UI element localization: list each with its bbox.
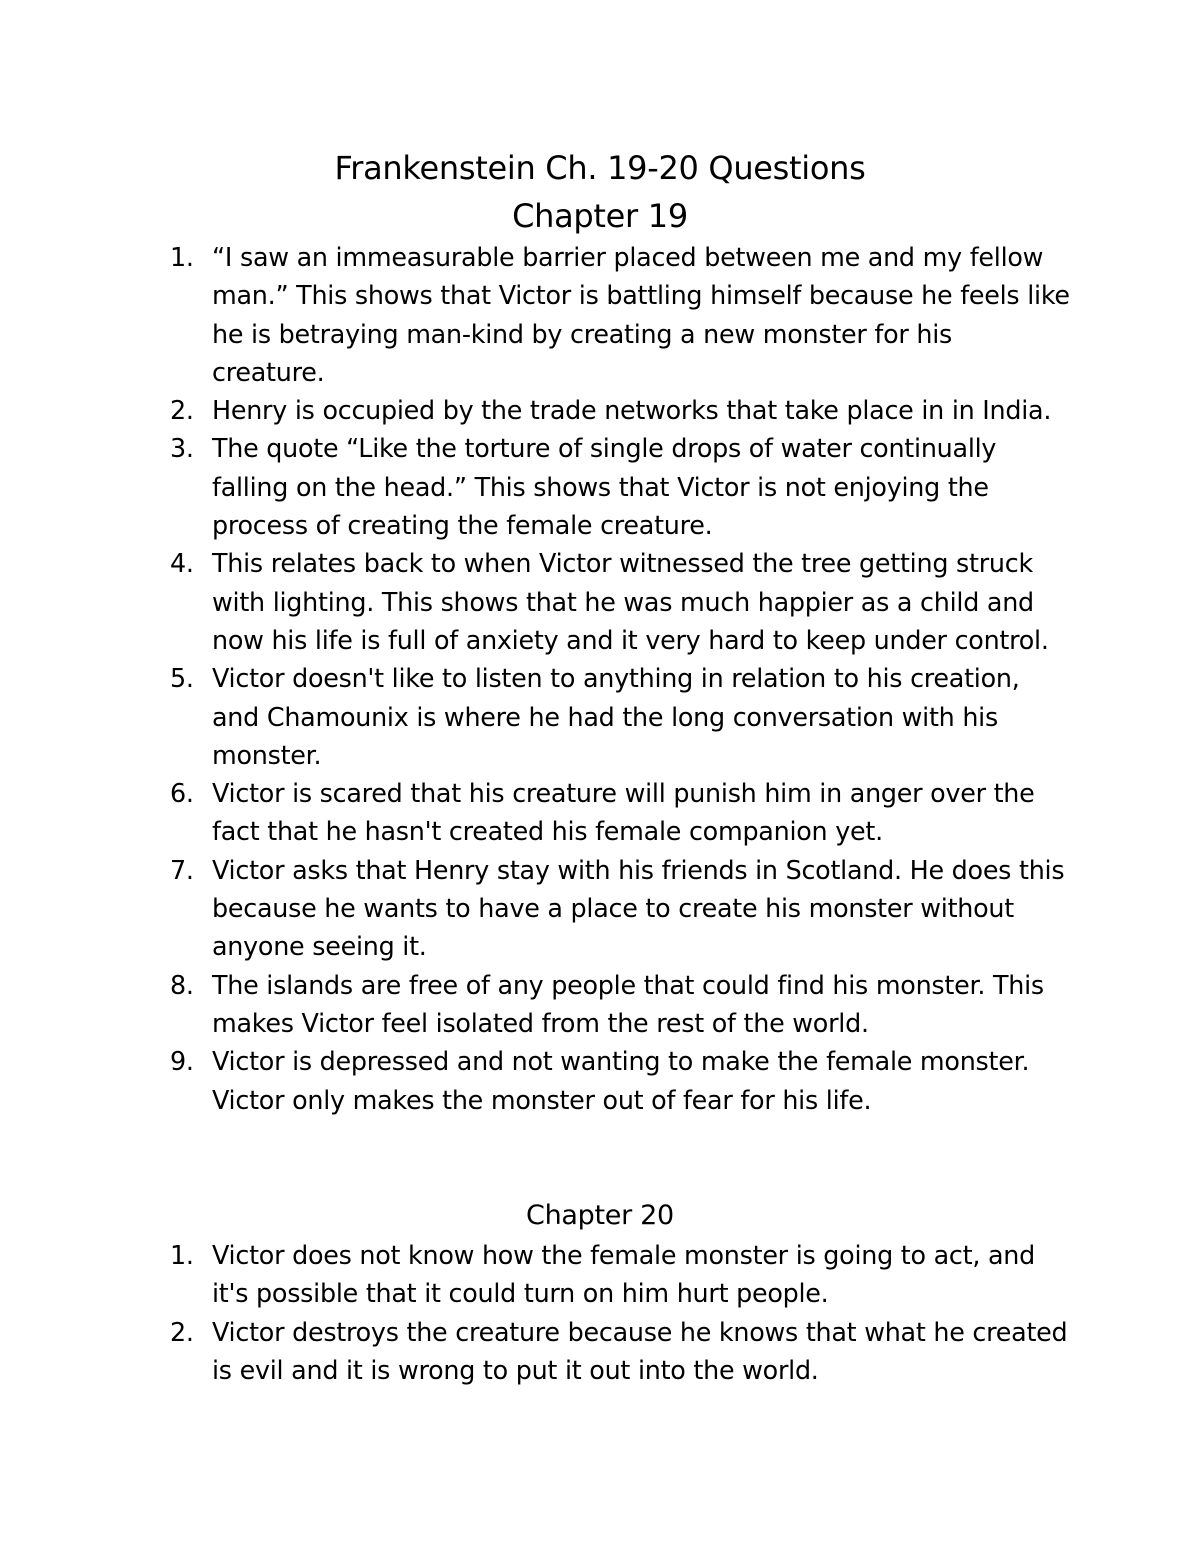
list-item	[170, 851, 1070, 966]
list-item-number: 5.	[170, 663, 194, 694]
list-item-number: 9.	[170, 1046, 194, 1077]
document-title: Frankenstein Ch. 19-20 Questions	[334, 149, 866, 187]
list-item	[170, 1236, 1070, 1313]
chapter-20-heading: Chapter 20	[526, 1200, 674, 1231]
list-item-text: The quote “Like the torture of single drops of water continually falling on the head.” This shows that Victor is not enjoying the process of creating the female creature.	[212, 433, 997, 541]
list-item	[170, 238, 1070, 391]
list-item	[170, 391, 1070, 429]
list-item	[170, 774, 1070, 851]
list-item-text: The islands are free of any people that could find his monster. This makes Victor feel isolated from the rest of the world.	[212, 969, 1044, 1038]
list-item-number: 8.	[170, 969, 194, 1000]
chapter-19-question-list	[170, 238, 1070, 1119]
list-item-text: Victor doesn't like to listen to anything in relation to his creation, and Chamounix is where he had the long conversation with his monster.	[212, 663, 1020, 770]
chapter-20-question-list	[170, 1236, 1070, 1389]
list-item	[170, 544, 1070, 659]
list-item-number: 4.	[170, 548, 194, 579]
list-item-number: 1.	[170, 1240, 194, 1270]
list-item-number: 6.	[170, 778, 194, 809]
chapter-19-heading: Chapter 19	[512, 197, 688, 235]
list-item-number: 2.	[170, 1316, 194, 1347]
list-item-text: Victor asks that Henry stay with his friends in Scotland. He does this because he wants to have a place to create his monster without anyone seeing it.	[212, 854, 1065, 962]
list-item-number: 2.	[170, 395, 194, 426]
list-item	[170, 1042, 1070, 1119]
list-item-number: 7.	[170, 854, 194, 885]
list-item	[170, 966, 1070, 1043]
list-item	[170, 659, 1070, 774]
list-item-text: Victor destroys the creature because he knows that what he created is evil and it is wrong to put it out into the world.	[212, 1316, 1068, 1385]
list-item-text: Victor does not know how the female monster is going to act, and it's possible that it could turn on him hurt people.	[212, 1240, 1035, 1309]
list-item-text: Henry is occupied by the trade networks that take place in in India.	[212, 395, 1052, 426]
list-item-text: This relates back to when Victor witnessed the tree getting struck with lighting. This shows that he was much happier as a child and now his life is full of anxiety and it very hard to keep under control.	[212, 548, 1049, 655]
list-item	[170, 429, 1070, 544]
list-item	[170, 1313, 1070, 1390]
list-item-text: “I saw an immeasurable barrier placed between me and my fellow man.” This shows that Victor is battling himself because he feels like he is betraying man-kind by creating a new monster for his creature.	[212, 242, 1070, 387]
list-item-text: Victor is depressed and not wanting to make the female monster. Victor only makes the monster out of fear for his life.	[212, 1046, 1030, 1115]
list-item-text: Victor is scared that his creature will punish him in anger over the fact that he hasn't created his female companion yet.	[212, 778, 1035, 847]
list-item-number: 1.	[170, 242, 194, 272]
list-item-number: 3.	[170, 433, 194, 464]
